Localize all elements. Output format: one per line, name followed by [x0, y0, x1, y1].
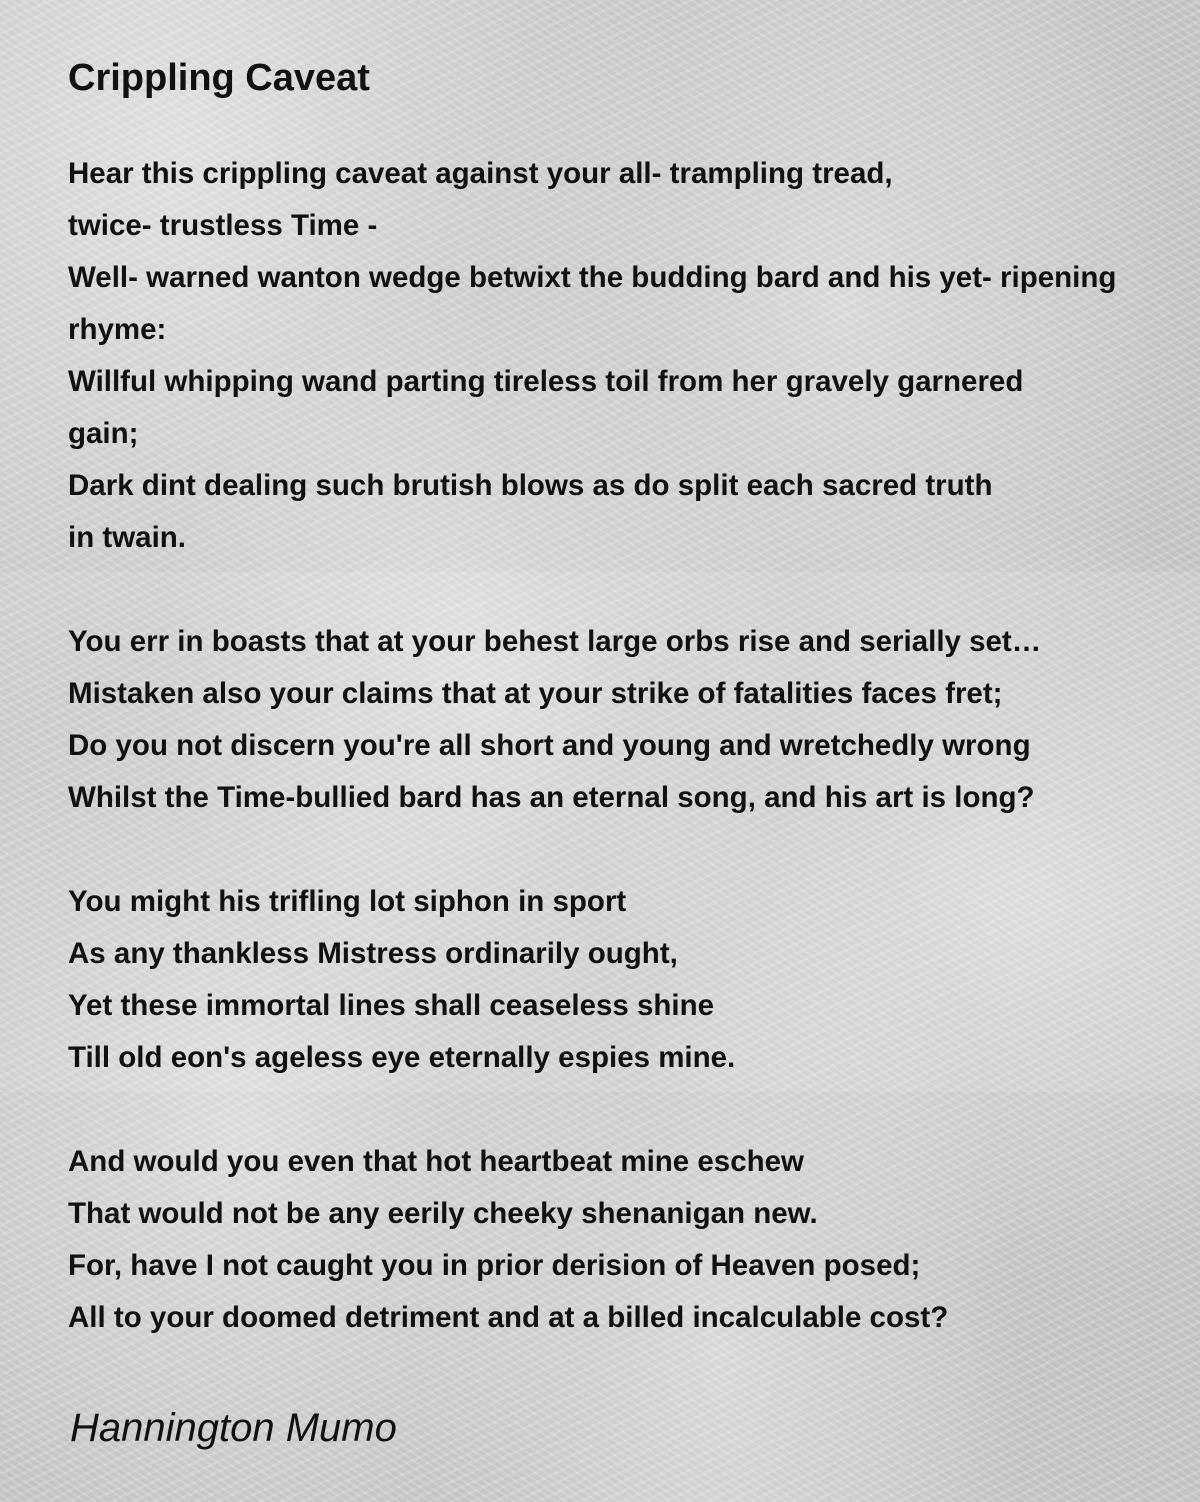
- poem-line: Mistaken also your claims that at your strike of fatalities faces fret;: [68, 677, 1003, 710]
- poem-author: Hannington Mumo: [70, 1406, 397, 1450]
- stanza-1: [68, 148, 1116, 564]
- poem-line: You err in boasts that at your behest large orbs rise and serially set…: [68, 625, 1042, 658]
- poem-line: And would you even that hot heartbeat mine eschew: [68, 1145, 804, 1178]
- poem-line: That would not be any eerily cheeky shenanigan new.: [68, 1197, 818, 1230]
- poem-line: You might his trifling lot siphon in sport: [68, 885, 627, 918]
- poem-line: For, have I not caught you in prior derision of Heaven posed;: [68, 1249, 921, 1282]
- poem-line: twice- trustless Time -: [68, 209, 378, 242]
- poem-title: Crippling Caveat: [68, 57, 370, 99]
- poem-line: Whilst the Time-bullied bard has an eternal song, and his art is long?: [68, 781, 1035, 814]
- poem-line: As any thankless Mistress ordinarily ought,: [68, 937, 678, 970]
- poem-line: Well- warned wanton wedge betwixt the budding bard and his yet- ripening: [68, 261, 1117, 294]
- poem-line: Till old eon's ageless eye eternally espies mine.: [68, 1041, 736, 1074]
- poem-line: rhyme:: [68, 313, 167, 346]
- poem-line: All to your doomed detriment and at a billed incalculable cost?: [68, 1301, 949, 1334]
- poem-line: Dark dint dealing such brutish blows as do split each sacred truth: [68, 469, 993, 502]
- stanza-4: [68, 1136, 948, 1344]
- poem-line: gain;: [68, 417, 139, 450]
- stanza-3: [68, 876, 735, 1084]
- poem-line: Willful whipping wand parting tireless toil from her gravely garnered: [68, 365, 1024, 398]
- poem-line: Hear this crippling caveat against your all- trampling tread,: [68, 157, 893, 190]
- poem-line: Yet these immortal lines shall ceaseless shine: [68, 989, 715, 1022]
- poem-line: in twain.: [68, 521, 186, 554]
- stanza-2: [68, 616, 1041, 824]
- poem-line: Do you not discern you're all short and young and wretchedly wrong: [68, 729, 1031, 762]
